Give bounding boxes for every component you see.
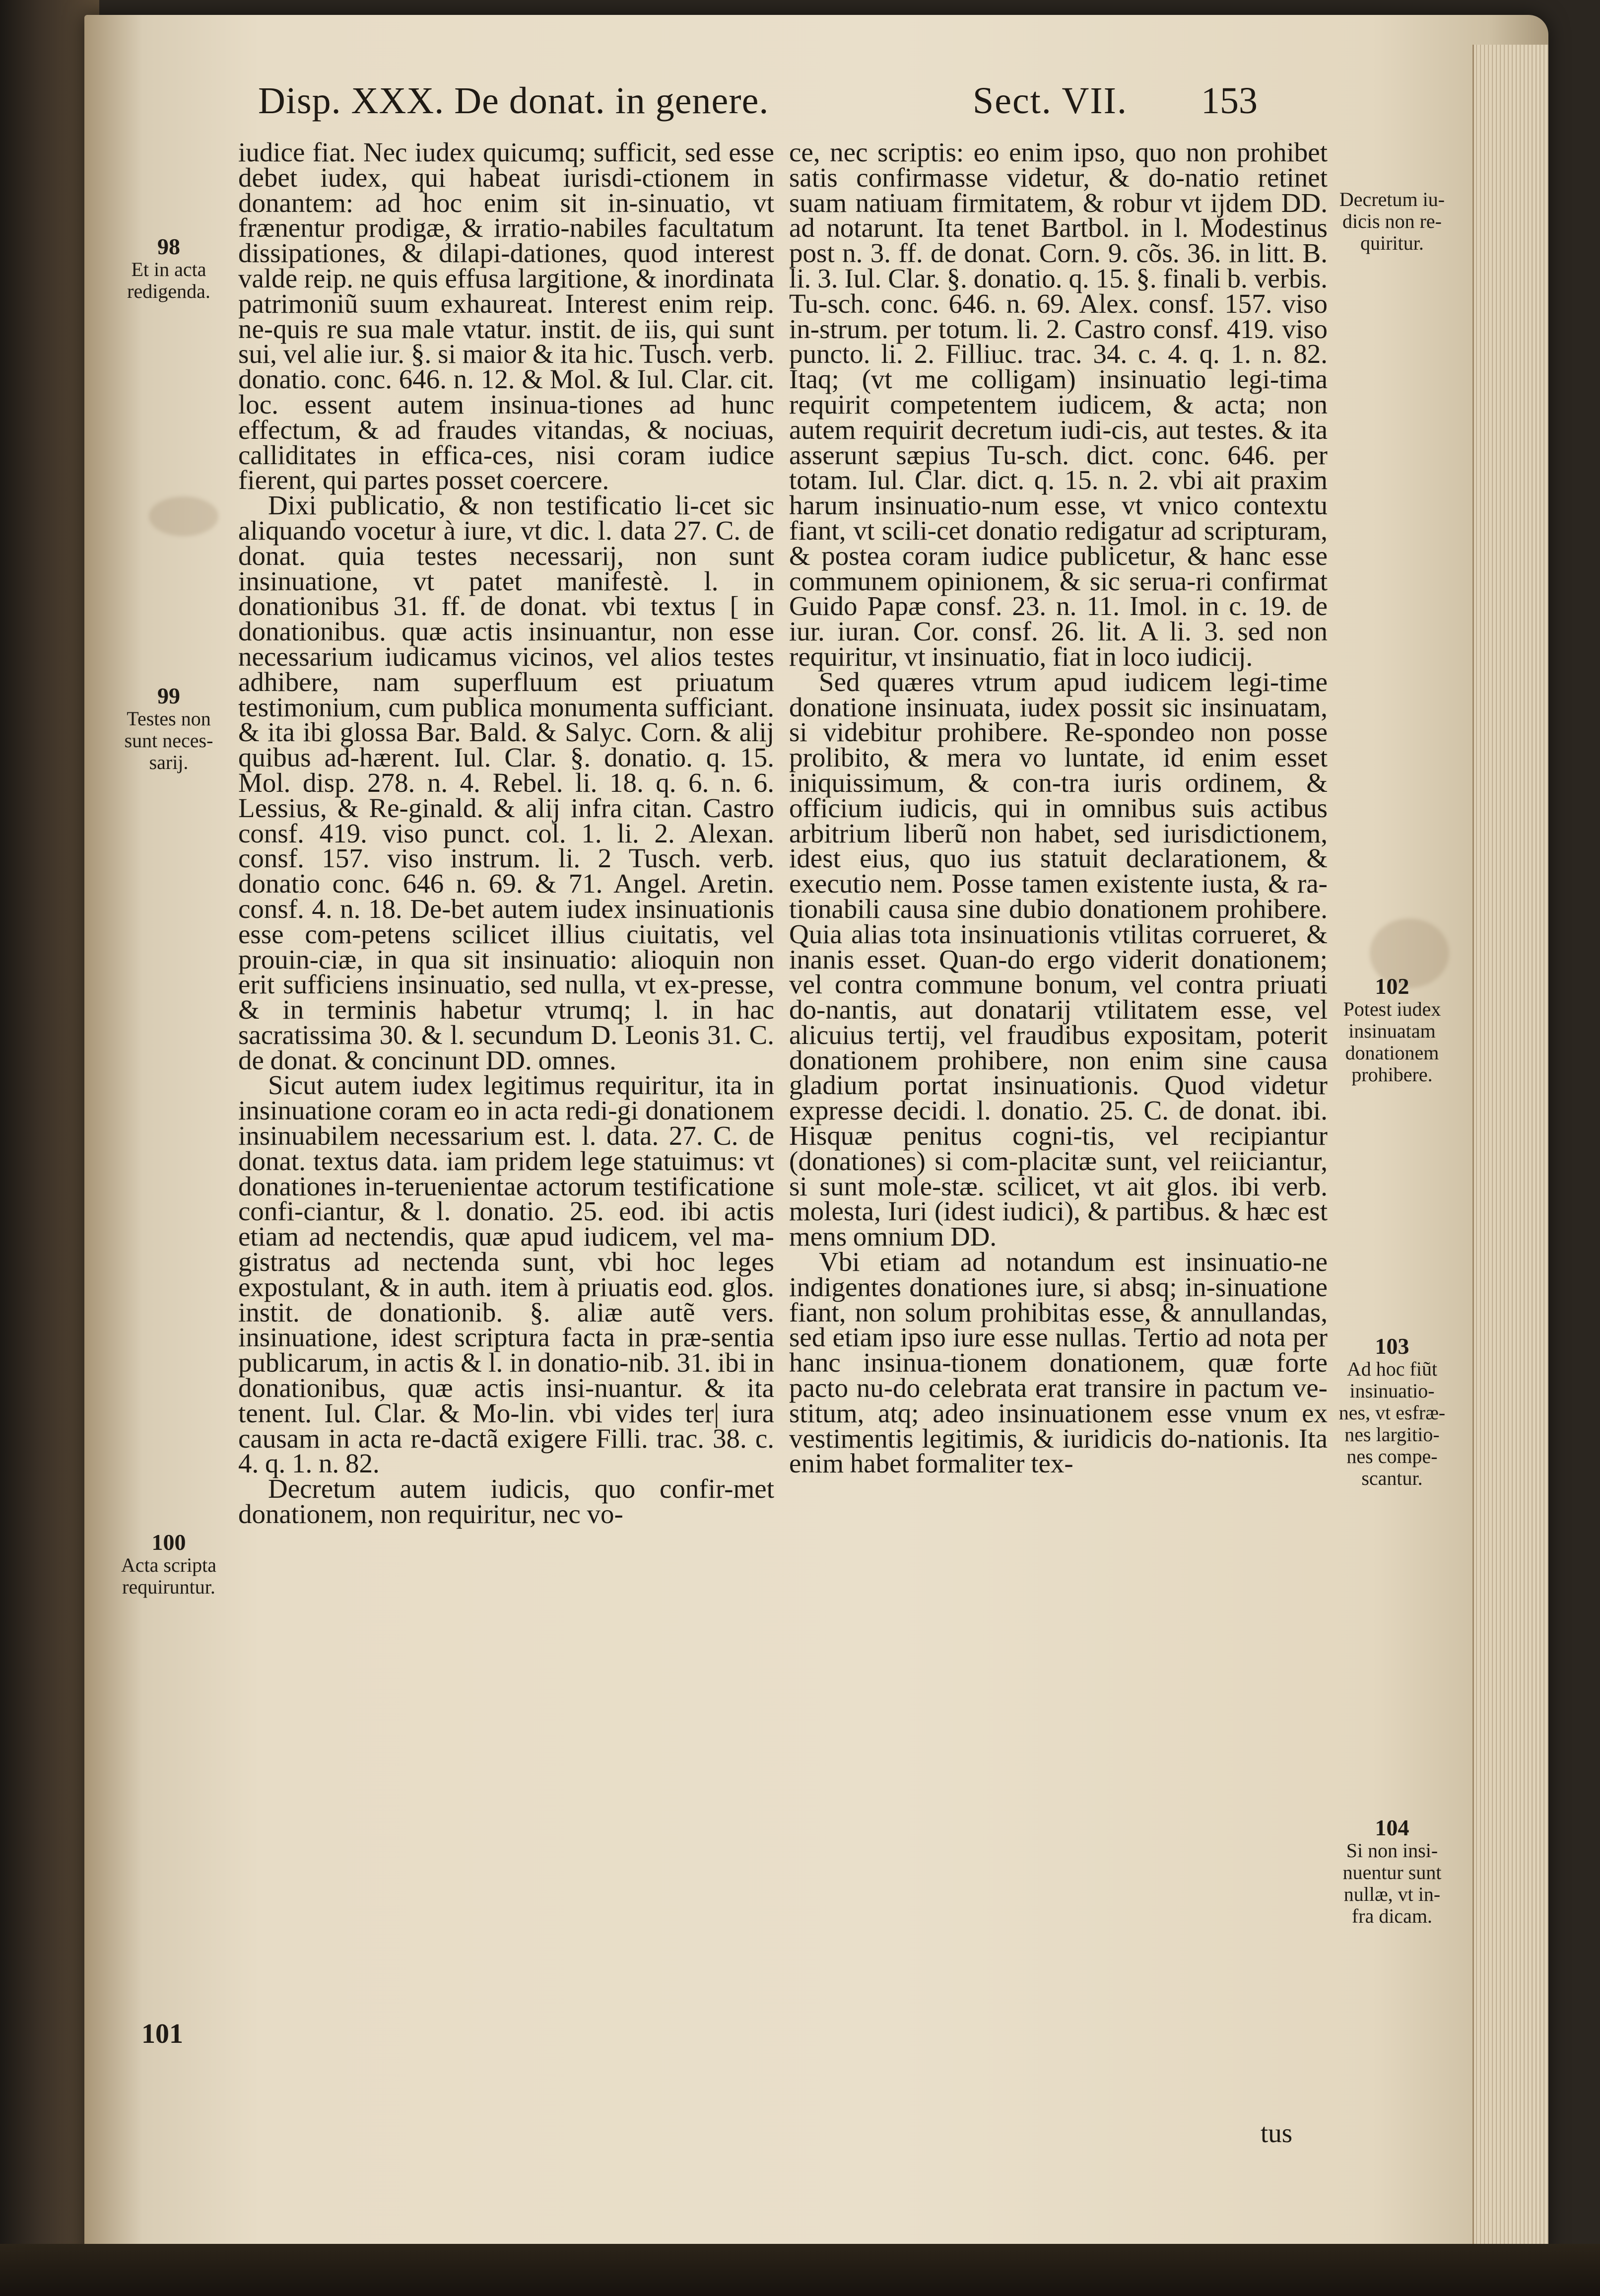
running-head-title: Disp. XXX. De donat. in genere.	[258, 80, 769, 122]
margin-note-number: 100	[151, 1530, 186, 1555]
catchword: tus	[1261, 2118, 1293, 2148]
margin-note-number: 103	[1375, 1333, 1409, 1359]
margin-note-decretum	[1335, 189, 1449, 254]
margin-note-104	[1335, 1817, 1449, 1927]
paragraph: Sed quæres vtrum apud iudicem legi-time donatione insinuata, iudex possit sic insinuatam, si videbitur prohibere. Re-spondeo non posse prolibito, & mera vo luntate, id enim esset iniquissimum, & con-tra iuris ordinem, & officium iudicis, qui in omnibus suis actibus arbitrium liberũ non habet, sed iurisdictionem, idest eius, quo ius statuit declarationem, & executio nem. Posse tamen existente iusta, & ra-tionabili causa sine dubio donationem prohibere. Quia alias tota insinuationis vtilitas corrueret, & inanis esset. Quan-do ergo viderit donationem; vel contra commune bonum, vel contra priuati do-nantis, aut donatarij vtilitatem esse, vel alicuius tertij, vel fraudibus expositam, poterit donationem prohibere, non enim sine causa gladium portat insinuationis. Quod videtur expresse decidi. l. donatio. 25. C. de donat. ibi. Hisquæ penitus cogni-tis, vel recipiantur (donationes) si com-placitæ sunt, vel reiiciantur, si sunt mole-stæ. scilicet, vt ait glos. ibi verb. molesta, Iuri (idest iudici), & partibus. & hæc est mens omnium DD.	[789, 666, 1328, 1252]
running-head-section: Sect. VII.	[973, 80, 1128, 122]
ink-bleed-stain	[149, 496, 218, 536]
margin-note-100	[112, 1531, 226, 1598]
page-edges-stack	[1472, 45, 1548, 2249]
page-number: 153	[1201, 80, 1258, 122]
paragraph: ce, nec scriptis: eo enim ipso, quo non prohibet satis confirmasse videtur, & do-natio retinet suam natiuam firmitatem, & robur vt ijdem DD. ad notarunt. Ita tenet Bartbol. in l. Modestinus post n. 3. ff. de donat. Corn. 9. cõs. 36. in litt. B. li. 3. Iul. Clar. §. donatio. q. 15. §. finali b. verbis. Tu-sch. conc. 646. n. 69. Alex. consf. 157. viso in-strum. per totum. li. 2. Castro consf. 419. viso puncto. li. 2. Filliuc. trac. 34. c. 4. q. 1. n. 82. Itaq; (vt me colligam) insinuatio legi-tima requirit competentem iudicem, & acta; non autem requirit decretum iudi-cis, aut testes. & ita asserunt sæpius Tu-sch. dict. conc. 646. per totam. Iul. Clar. dict. q. 15. n. 2. vbi ait praxim harum insinuatio-num esse, vt vnico contextu fiant, vt scili-cet donatio redigatur ad scripturam, & postea coram iudice publicetur, & hanc esse communem opinionem, & sic serua-ri confirmat Guido Papæ consf. 23. n. 11. Imol. in c. 19. de iur. iuran. Cor. consf. 26. lit. A li. 3. sed non requiritur, vt insinuatio, fiat in loco iudicij.	[789, 137, 1328, 672]
running-head	[258, 79, 1300, 139]
paragraph: Sicut autem iudex legitimus requiritur, ita in insinuatione coram eo in acta redi-gi donationem insinuabilem necessarium est. l. data. 27. C. de donat. textus data. iam pridem lege statuimus: vt donationes in-teruenientae actorum testificatione confi-ciantur, & l. donatio. 25. eod. ibi actis etiam ad nectendis, quæ apud iudicem, vel ma-gistratus ad nectenda sunt, vbi hoc leges expostulant, & in auth. item à priuatis eod. glos. instit. de donationib. §. aliæ autẽ vers. insinuatione, idest scriptura facta in præ-sentia publicarum, in actis & l. in donatio-nib. 31. ibi in donationibus, quæ actis insi-nuantur. & ita tenent. Iul. Clar. & Mo-lin. vbi vides ter| iura causam in acta re-dactã exigere Filli. trac. 38. c. 4. q. 1. n. 82.	[238, 1070, 774, 1479]
margin-note-98	[112, 236, 226, 302]
margin-note-101: 101	[141, 2018, 183, 2049]
margin-note-99	[112, 685, 226, 773]
margin-note-text: Acta scripta requiruntur.	[121, 1554, 217, 1598]
margin-note-text: Potest iudex insinuatam donationem prohibere.	[1343, 998, 1441, 1086]
margin-note-number: 102	[1375, 974, 1409, 999]
margin-note-number: 98	[157, 234, 180, 259]
margin-note-text: Decretum iu-dicis non re-quiritur.	[1339, 188, 1445, 254]
paragraph: Decretum autem iudicis, quo confir-met donationem, non requiritur, nec vo-	[238, 1473, 774, 1530]
paragraph: iudice fiat. Nec iudex quicumq; sufficit, sed esse debet iudex, qui habeat iurisdi-ctionem in donantem: ad hoc enim sit in-sinuatio, vt frænentur prodigæ, & irratio-nabiles facultatum dissipationes, & dilapi-dationes, quod interest valde reip. ne quis effusa largitione, & inordinata patrimoniũ suum exhaureat. Interest enim reip. ne-quis re sua male vtatur. instit. de iis, qui sunt sui, vel alie iur. §. si maior & ita hic. Tusch. verb. donatio. conc. 646. n. 12. & Mol. & Iul. Clar. cit. loc. essent autem insinua-tiones ad hunc effectum, & ad fraudes vitandas, & nociuas, calliditates in effica-ces, nisi coram iudice fierent, qui partes posset coercere.	[238, 137, 774, 495]
margin-note-text: Ad hoc fiũt insinuatio-nes, vt esfræ-nes largitio-nes compe-scantur.	[1338, 1358, 1446, 1489]
left-text-column	[238, 137, 774, 1530]
right-text-column	[789, 137, 1328, 1479]
margin-note-number: 104	[1375, 1815, 1409, 1840]
margin-note-number: 99	[157, 683, 180, 708]
margin-note-text: Testes non sunt neces-sarij.	[124, 707, 213, 773]
table-surface	[0, 2244, 1600, 2296]
paragraph: Vbi etiam ad notandum est insinuatio-ne indigentes donationes iure, si absq; in-sinuatione fiant, non solum prohibitas esse, & annullandas, sed etiam ipso iure esse nullas. Tertio ad nota per hanc insinua-tionem donationem, quæ forte pacto nu-do celebrata erat transire in pactum ve-stitum, atq; adeo insinuationem esse vnum ex vestimentis legitimis, & iuridicis do-nationis. Ita enim habet formaliter tex-	[789, 1247, 1328, 1479]
margin-note-text: Si non insi-nuentur sunt nullæ, vt in-fra dicam.	[1342, 1839, 1442, 1927]
paragraph: Dixi publicatio, & non testificatio li-cet sic aliquando vocetur à iure, vt dic. l. data 27. C. de donat. quia testes necessarij, non sunt insinuatione, vt patet manifestè. l. in donationibus 31. ff. de donat. vbi textus [ in donationibus. quæ actis insinuantur, non esse necessarium iudicamus vicinos, vel alios testes adhibere, nam superfluum est priuatum testimonium, cum publica monumenta sufficiant. & ita ibi glossa Bar. Bald. & Salyc. Corn. & alij quibus ad-hærent. Iul. Clar. §. donatio. q. 15. Mol. disp. 278. n. 4. Rebel. li. 18. q. 6. n. 6. Lessius, & Re-ginald. & alij infra citan. Castro consf. 419. viso punct. col. 1. li. 2. Alexan. consf. 157. viso instrum. li. 2 Tusch. verb. donatio conc. 646 n. 69. & 71. Angel. Aretin. consf. 4. n. 18. De-bet autem iudex insinuationis esse com-petens scilicet illius ciuitatis, vel prouin-ciæ, in qua sit insinuatio: alioquin non erit sufficiens insinuatio, sed nulla, vt ex-presse, & in terminis habetur vtrumq; l. in hac sacratissima 30. & l. secundum D. Leonis 31. C. de donat. & concinunt DD. omnes.	[238, 490, 774, 1075]
margin-note-text: Et in acta redigenda.	[127, 258, 210, 302]
margin-note-102	[1335, 975, 1449, 1086]
margin-note-103	[1335, 1335, 1449, 1489]
